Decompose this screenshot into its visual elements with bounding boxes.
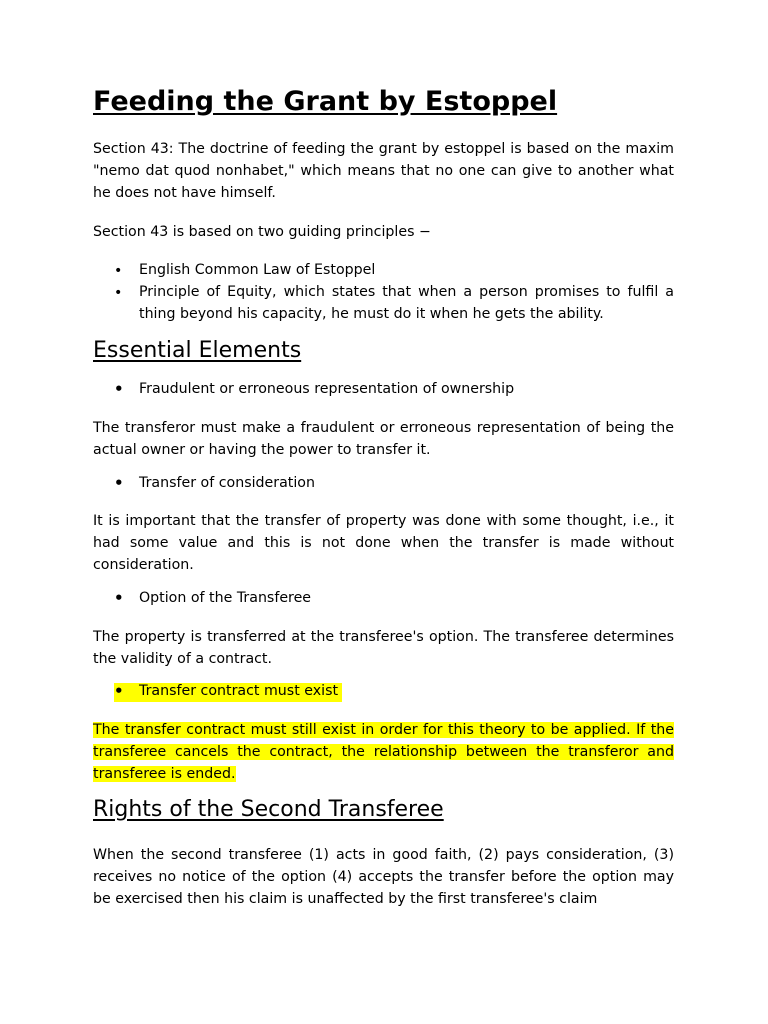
element-label-3: Option of the Transferee [139,590,312,606]
rights-heading: Rights of the Second Transferee [93,797,444,822]
element-text-3: The property is transferred at the transferee's option. The transferee determines the validity of a contract. [93,629,674,667]
highlighted-text: The transfer contract must still exist in order for this theory to be applied. If the transferee cancels the contract, the relationship between the transferor and transferee is ended. [93,722,674,782]
element-text-1: The transferor must make a fraudulent or erroneous representation of being the actual owner or having the power to transfer it. [93,420,674,458]
principle-item-2: Principle of Equity, which states that when a person promises to fulfil a thing beyond his capacity, he must do it when he gets the ability. [139,284,674,322]
element-text-4 [93,719,674,785]
rights-paragraph: When the second transferee (1) acts in good faith, (2) pays consideration, (3) receives no notice of the option (4) accepts the transfer before the option may be exercised then his claim is unaffected by the first transferee's claim [93,847,674,907]
bullet-marker: • [114,263,123,279]
element-label-2: Transfer of consideration [139,475,315,491]
element-text-2: It is important that the transfer of property was done with some thought, i.e., it had some value and this is not done when the transfer is made without consideration. [93,513,674,573]
bullet-marker: • [114,474,124,492]
bullet-marker: • [114,380,124,398]
principle-item-1: English Common Law of Estoppel [139,262,376,278]
element-label-4: Transfer contract must exist [139,683,339,699]
bullet-marker: • [114,285,123,301]
intro-paragraph: Section 43: The doctrine of feeding the grant by estoppel is based on the maxim "nemo dat quod nonhabet," which means that no one can give to another what he does not have himself. [93,141,674,201]
document-title: Feeding the Grant by Estoppel [93,86,558,117]
essential-elements-heading: Essential Elements [93,338,302,363]
principles-intro: Section 43 is based on two guiding principles − [93,224,431,240]
bullet-marker: • [114,589,124,607]
element-label-1: Fraudulent or erroneous representation of ownership [139,381,515,397]
bullet-marker: • [114,682,124,700]
